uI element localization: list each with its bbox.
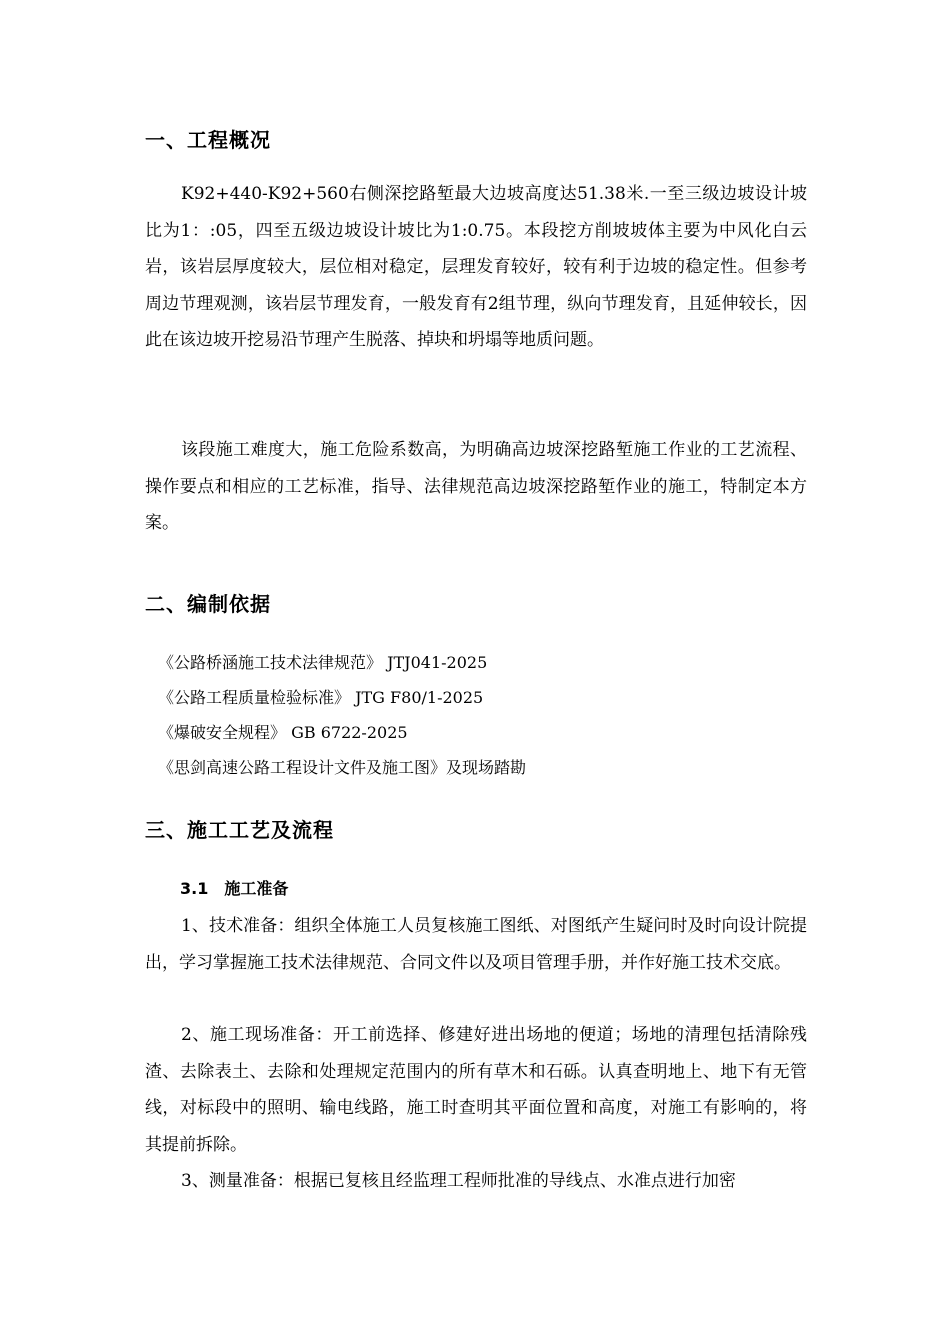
reference-item-1: 《公路桥涵施工技术法律规范》 JTJ041-2025 — [158, 653, 488, 672]
subsection-title: 施工准备 — [224, 879, 289, 898]
section-3-paragraph-3: 3、测量准备：根据已复核且经监理工程师批准的导线点、水准点进行加密 — [181, 1171, 736, 1191]
section-3-paragraph-2: 2、施工现场准备：开工前选择、修建好进出场地的便道；场地的清理包括清除残渣、去除表土、去除和处理规定范围内的所有草木和石砾。认真查明地上、地下有无管线，对标段中的照明、输电线路，施工时查明其平面位置和高度，对施工有影响的，将其提前拆除。 — [145, 1025, 807, 1155]
section-3-paragraph-1: 1、技术准备：组织全体施工人员复核施工图纸、对图纸产生疑问时及时向设计院提出，学习掌握施工技术法律规范、合同文件以及项目管理手册，并作好施工技术交底。 — [145, 916, 807, 973]
subsection-3-1-heading — [180, 876, 288, 899]
section-2-heading: 二、编制依据 — [145, 592, 271, 616]
subsection-number: 3.1 — [180, 879, 209, 898]
reference-item-3: 《爆破安全规程》 GB 6722-2025 — [158, 723, 408, 742]
section-1-paragraph-2: 该段施工难度大，施工危险系数高，为明确高边坡深挖路堑施工作业的工艺流程、操作要点和相应的工艺标准，指导、法律规范高边坡深挖路堑作业的施工，特制定本方案。 — [145, 440, 807, 533]
reference-item-2: 《公路工程质量检验标准》 JTG F80/1-2025 — [158, 688, 484, 707]
section-1-heading: 一、工程概况 — [145, 128, 271, 152]
reference-item-4: 《思剑高速公路工程设计文件及施工图》及现场踏勘 — [158, 758, 527, 777]
section-3-heading: 三、施工工艺及流程 — [145, 818, 334, 842]
section-1-paragraph-1: K92+440-K92+560右侧深挖路堑最大边坡高度达51.38米.一至三级边坡设计坡比为1：:05，四至五级边坡设计坡比为1:0.75。本段挖方削坡坡体主要为中风化白云岩，该岩层厚度较大，层位相对稳定，层理发育较好，较有利于边坡的稳定性。但参考周边节理观测，该岩层节理发育，一般发育有2组节理，纵向节理发育，且延伸较长，因此在该边坡开挖易沿节理产生脱落、掉块和坍塌等地质问题。 — [145, 184, 807, 350]
